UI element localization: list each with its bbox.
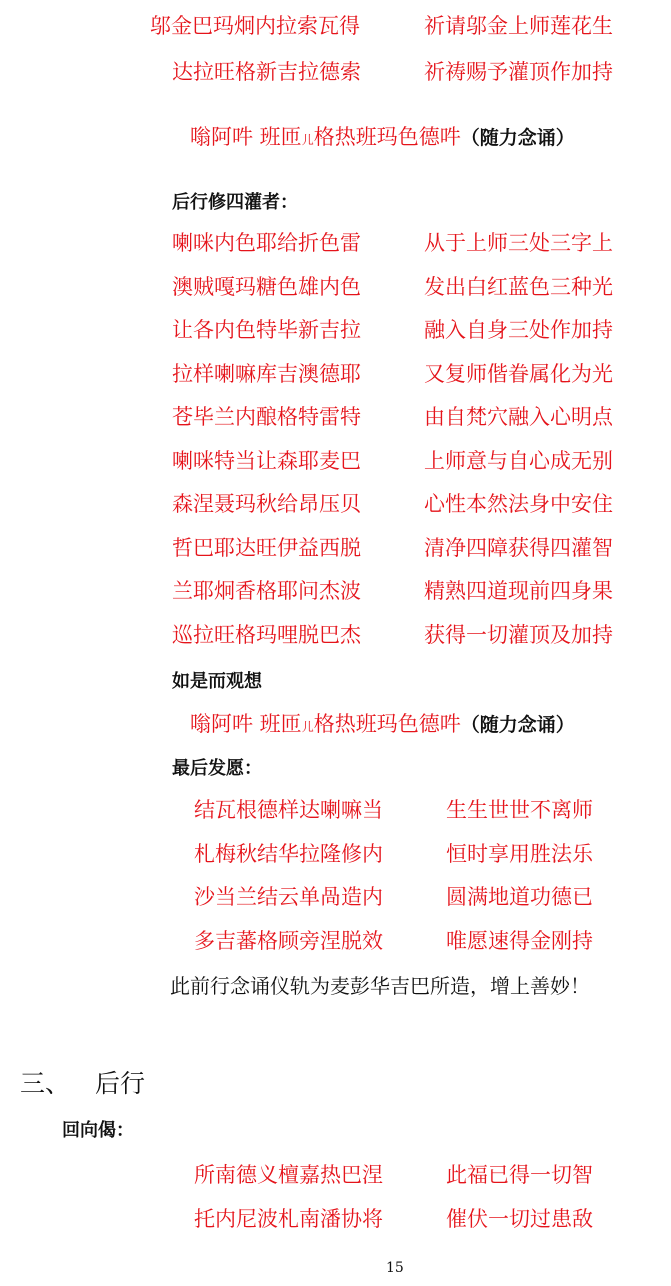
verse-tibetan: 让各内色特毕新吉拉 (172, 318, 361, 342)
verse-tibetan: 沙当兰结云单咼造内 (194, 885, 383, 909)
verse-chinese: 此福已得一切智 (446, 1163, 593, 1187)
verse-chinese: 清净四障获得四灌智 (424, 535, 613, 560)
recitation-note: （随力念诵） (460, 127, 575, 149)
verse-chinese: 获得一切灌顶及加持 (424, 622, 613, 647)
verse-tibetan: 拉样喇嘛库吉澳德耶 (172, 361, 361, 386)
verse-chinese: 上师意与自心成无别 (424, 448, 613, 473)
verse-tibetan: 巡拉旺格玛哩脱巴杰 (172, 622, 361, 647)
section-number: 三、 (20, 1069, 71, 1098)
page-number: 15 (386, 1260, 404, 1276)
dedication-heading: 回向偈： (62, 1120, 134, 1141)
mantra-text-rest: 格热班玛色德吽 (313, 712, 461, 736)
verse-tibetan: 札梅秋结华拉隆修内 (194, 841, 383, 866)
verse-chinese: 催伏一切过患敌 (446, 1207, 593, 1231)
verse-chinese: 祈请邬金上师莲花生 (424, 14, 613, 38)
verse-tibetan: 兰耶炯香格耶问杰波 (172, 579, 361, 603)
mantra-small-char: 儿 (301, 720, 314, 734)
verse-tibetan: 苍毕兰内酿格特雷特 (172, 405, 361, 429)
verse-tibetan: 所南德义檀嘉热巴涅 (194, 1163, 383, 1187)
verse-tibetan: 托内尼波札南潘协将 (194, 1207, 383, 1231)
verse-chinese: 又复师偕眷属化为光 (424, 361, 613, 386)
verse-tibetan: 喇咪特当让森耶麦巴 (172, 448, 361, 473)
verse-chinese: 圆满地道功德已 (446, 885, 593, 909)
verse-tibetan: 森涅聂玛秋给昂压贝 (172, 492, 361, 516)
verse-chinese: 心性本然法身中安住 (424, 492, 613, 516)
recitation-note: （随力念诵） (460, 714, 575, 736)
verse-tibetan: 多吉蕃格顾旁涅脱效 (194, 928, 383, 953)
verse-tibetan: 哲巴耶达旺伊益西脱 (172, 535, 361, 560)
verse-tibetan: 邬金巴玛炯内拉索瓦得 (150, 14, 360, 38)
section-heading: 后行修四灌者： (172, 192, 298, 213)
verse-tibetan: 达拉旺格新吉拉德索 (172, 60, 361, 84)
mantra-text-rest: 格热班玛色德吽 (313, 125, 461, 149)
verse-chinese: 从于上师三处三字上 (424, 231, 613, 255)
section-title: 后行 (95, 1069, 146, 1098)
section-heading: 最后发愿： (172, 758, 262, 779)
verse-chinese: 唯愿速得金刚持 (446, 928, 593, 953)
mantra-text: 嗡阿吽 班匝 (190, 125, 302, 149)
mantra-line (190, 714, 575, 735)
verse-chinese: 由自梵穴融入心明点 (424, 405, 613, 429)
verse-tibetan: 澳贼嘎玛糖色雄内色 (172, 274, 361, 299)
mantra-text: 嗡阿吽 班匝 (190, 712, 302, 736)
mantra-small-char: 儿 (301, 133, 314, 147)
verse-tibetan: 喇咪内色耶给折色雷 (172, 231, 361, 255)
visualize-label: 如是而观想 (172, 671, 262, 692)
verse-chinese: 生生世世不离师 (446, 798, 593, 822)
colophon: 此前行念诵仪轨为麦彭华吉巴所造，增上善妙！ (170, 974, 590, 998)
mantra-line (190, 127, 575, 148)
verse-chinese: 恒时享用胜法乐 (446, 841, 593, 866)
verse-chinese: 融入自身三处作加持 (424, 318, 613, 342)
verse-chinese: 祈祷赐予灌顶作加持 (424, 60, 613, 84)
verse-chinese: 发出白红蓝色三种光 (424, 274, 613, 299)
verse-tibetan: 结瓦根德样达喇嘛当 (194, 798, 383, 822)
verse-chinese: 精熟四道现前四身果 (424, 579, 613, 603)
